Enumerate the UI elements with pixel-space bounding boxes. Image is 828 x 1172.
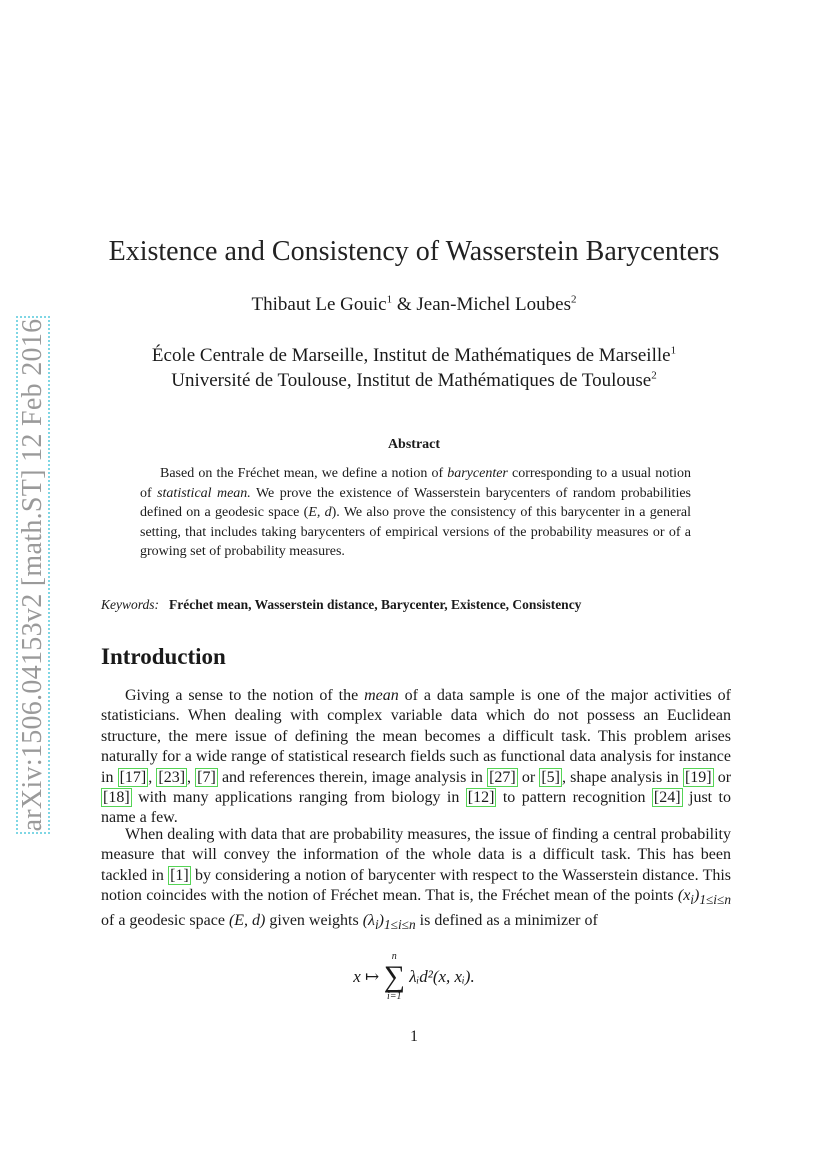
- text-run: by considering a notion of barycenter with respect to the Wasserstein distance. This notion coincides with the notion of Fréchet mean. That is, the Fréchet mean of the points: [101, 866, 732, 905]
- emphasis: mean: [364, 687, 399, 704]
- text-run: ). We also prove the consistency of this barycenter in a general setting, that includes taking barycenters of empirical versions of the probability measures or of a growing set of probability measures.: [140, 505, 691, 559]
- text-run: When dealing with data that are probability measures, the issue of finding a central probability measure that will convey the information of the whole data is a difficult task. This has been tackled in: [101, 826, 731, 884]
- text-run: Giving a sense to the notion of the: [125, 687, 365, 704]
- author-name: Jean-Michel Loubes: [416, 294, 571, 315]
- abstract-heading: Abstract: [387, 437, 441, 452]
- author-line: [0, 294, 828, 316]
- citation-link[interactable]: [18]: [103, 789, 130, 807]
- text-run: ,: [148, 768, 157, 786]
- keywords-line: [101, 597, 581, 613]
- text-run: Based on the Fréchet mean, we define a notion of: [160, 466, 448, 481]
- abstract-body: [140, 464, 691, 562]
- sum-lower-limit: i=1: [386, 991, 402, 1002]
- intro-paragraph-1: [101, 686, 731, 829]
- author-separator: &: [392, 294, 417, 315]
- text-run: and references therein, image analysis in: [217, 768, 488, 786]
- text-run: given weights: [265, 911, 363, 929]
- citation-link[interactable]: [12]: [467, 789, 495, 807]
- sum-upper-limit: n: [391, 951, 397, 962]
- page-number: 1: [410, 1028, 418, 1045]
- math-subscript: i: [690, 892, 694, 908]
- text-run: of a geodesic space: [101, 911, 229, 929]
- author-name: Thibaut Le Gouic: [251, 294, 387, 315]
- text-run: , shape analysis in: [561, 768, 683, 786]
- equation-lhs: x ↦: [353, 967, 384, 986]
- section-heading-introduction: Introduction: [101, 644, 226, 669]
- paper-title: Existence and Consistency of Wasserstein Barycenters: [108, 236, 720, 267]
- emphasis: barycenter: [447, 466, 508, 481]
- math-part: ): [378, 911, 384, 929]
- text-run: to pattern recognition: [496, 789, 652, 807]
- text-run: corresponding to a usual notion of: [140, 466, 691, 501]
- paragraph: [101, 686, 731, 829]
- affiliation: [0, 370, 828, 392]
- keywords-label: Keywords:: [101, 597, 159, 612]
- text-run: ,: [187, 768, 196, 786]
- text-run: or: [713, 768, 732, 786]
- math-part: ): [694, 887, 700, 905]
- emphasis: statistical mean.: [157, 485, 251, 501]
- abstract-paragraph: [140, 464, 691, 562]
- math-inline: E, d: [308, 505, 332, 520]
- citation-link[interactable]: [24]: [653, 789, 681, 807]
- equation-rhs: λᵢd²(x, xᵢ).: [409, 967, 475, 986]
- math-subscript: 1≤i≤n: [699, 892, 731, 908]
- affiliation-text: Université de Toulouse, Institut de Mathématiques de Toulouse: [171, 370, 652, 391]
- math-subscript: i: [374, 917, 379, 932]
- math-inline: [677, 887, 731, 908]
- text-run: with many applications ranging from biology in: [131, 789, 466, 807]
- intro-paragraph-2: [101, 825, 731, 935]
- math-inline: [362, 911, 416, 932]
- affiliation-marker: 1: [670, 344, 677, 357]
- citation-link[interactable]: [7]: [197, 768, 216, 786]
- citation-link[interactable]: [27]: [489, 768, 516, 786]
- affiliation-text: École Centrale de Marseille, Institut de Mathématiques de Marseille: [151, 345, 671, 366]
- citation-link[interactable]: [17]: [119, 768, 147, 786]
- math-subscript: 1≤i≤n: [384, 917, 416, 932]
- math-part: (λ: [362, 911, 375, 929]
- math-inline: (E, d): [228, 911, 266, 929]
- arxiv-identifier[interactable]: arXiv:1506.04153v2 [math.ST] 12 Feb 2016: [17, 318, 48, 832]
- citation-link[interactable]: [19]: [684, 768, 712, 786]
- display-equation: [0, 952, 828, 1002]
- text-run: just to name a few.: [101, 789, 731, 827]
- paragraph: [101, 825, 731, 935]
- text-run: of a data sample is one of the major activities of statisticians. When dealing with complex variable data which do not possess an Euclidean structure, the mere issue of defining the mean becomes a difficult task. This problem arises naturally for a wide range of statistical research fields such as functional data analysis for instance in: [101, 687, 731, 786]
- affiliation-marker: 2: [570, 293, 577, 306]
- summation: [384, 952, 405, 1002]
- text-run: We prove the existence of Wasserstein barycenters of random probabilities defined on a geodesic space (: [140, 485, 691, 520]
- keywords-list: Fréchet mean, Wasserstein distance, Barycenter, Existence, Consistency: [169, 597, 582, 612]
- arxiv-stamp: [16, 316, 52, 836]
- citation-link[interactable]: [5]: [541, 768, 560, 786]
- affiliation-marker: 1: [386, 293, 393, 306]
- affiliation-marker: 2: [651, 369, 657, 382]
- affiliation: [0, 345, 828, 367]
- text-run: is defined as a minimizer of: [415, 911, 598, 929]
- citation-link[interactable]: [23]: [158, 768, 186, 786]
- math-part: (x: [677, 887, 691, 905]
- text-run: or: [517, 768, 540, 786]
- citation-link[interactable]: [1]: [170, 866, 189, 884]
- sigma-symbol: ∑: [383, 960, 405, 993]
